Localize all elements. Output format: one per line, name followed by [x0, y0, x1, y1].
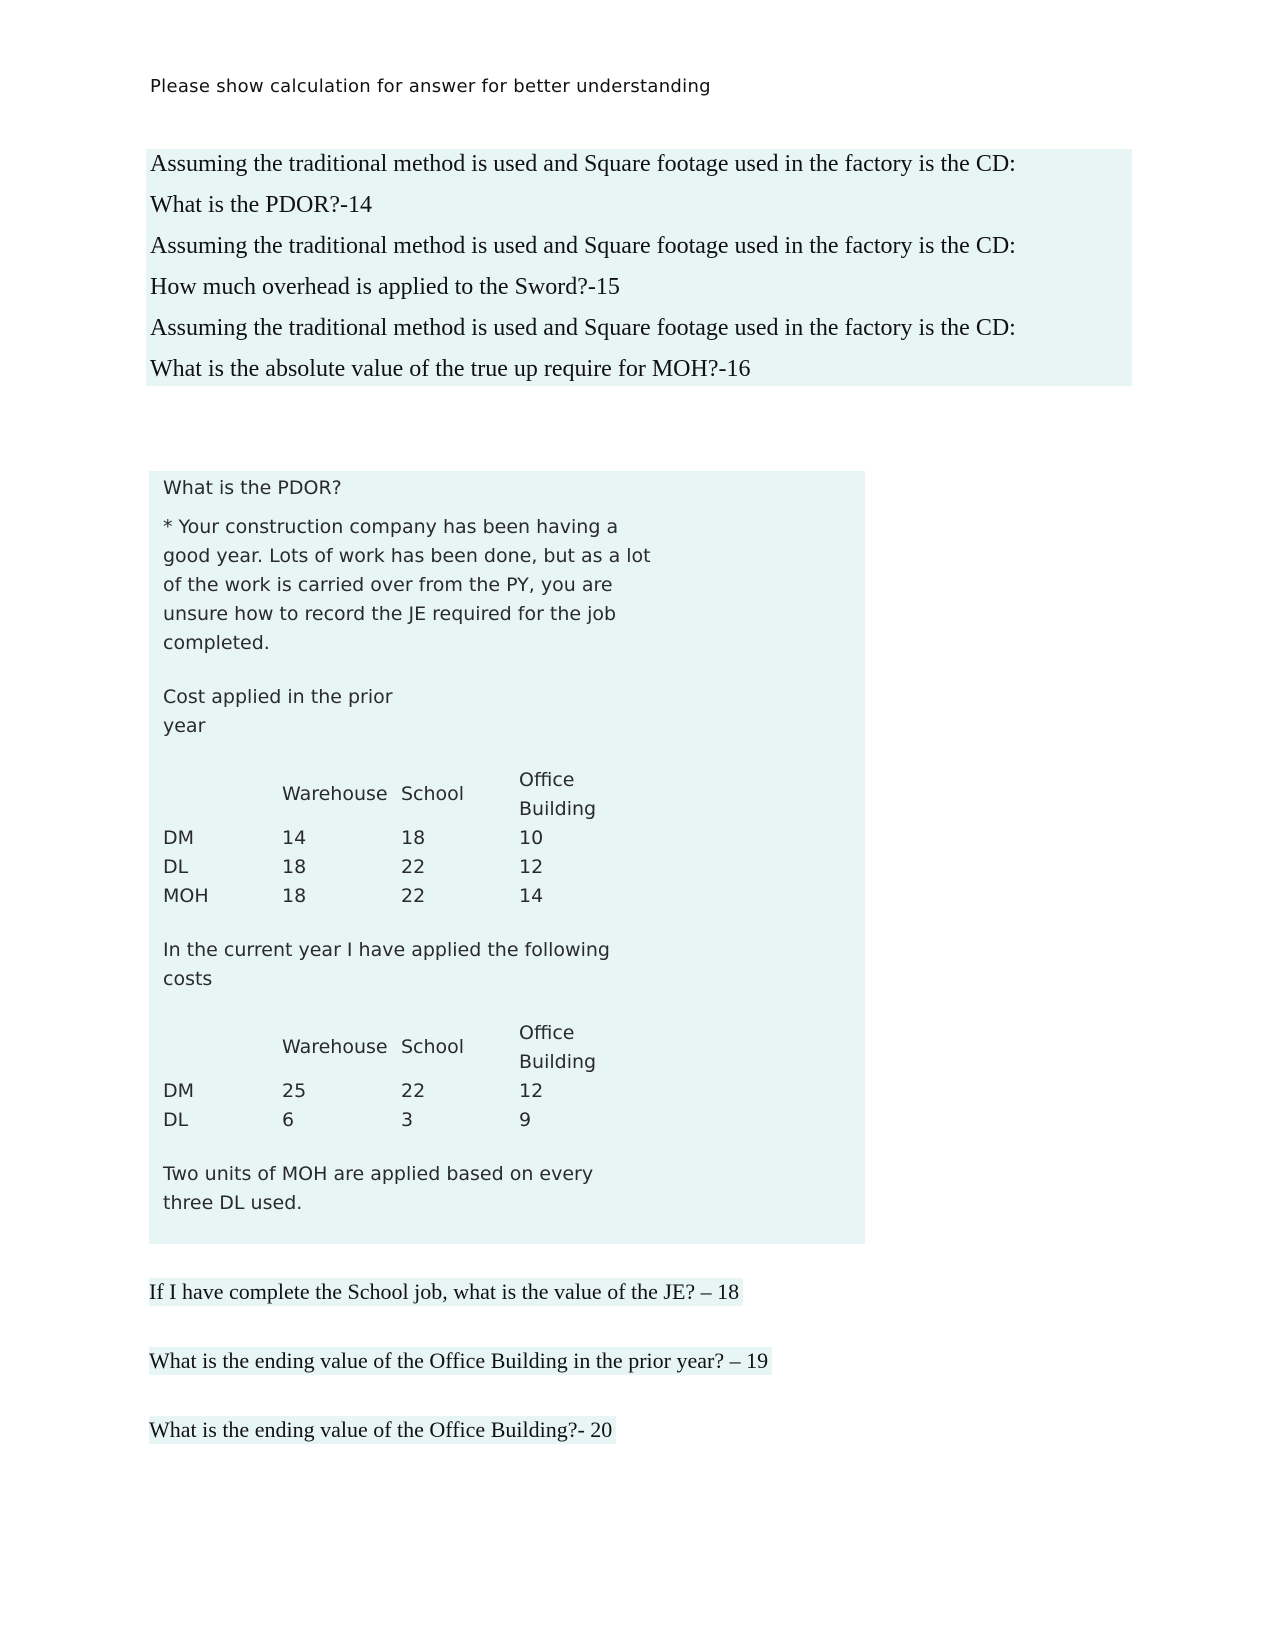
column-header: Warehouse [282, 1036, 388, 1058]
table-cell: 22 [401, 1080, 426, 1102]
question-line: What is the absolute value of the true up require for MOH?-16 [150, 356, 751, 382]
prior-year-label: year [163, 715, 206, 737]
table-cell: 12 [519, 856, 544, 878]
row-label: DL [163, 1109, 189, 1131]
column-header: Building [519, 1051, 597, 1073]
question-block [146, 149, 1132, 386]
row-label: DL [163, 856, 189, 878]
column-header: School [401, 1036, 465, 1058]
table-cell: 12 [519, 1080, 544, 1102]
scenario-line: * Your construction company has been having a [163, 516, 619, 538]
question-line: What is the PDOR?-14 [150, 192, 372, 218]
scenario-line: good year. Lots of work has been done, but as a lot [163, 545, 651, 567]
table-cell: 25 [282, 1080, 307, 1102]
row-label: DM [163, 827, 195, 849]
row-label: MOH [163, 885, 209, 907]
column-header: Office [519, 769, 575, 791]
question-line: Assuming the traditional method is used and Square footage used in the factory is the CD: [150, 315, 1016, 341]
table-cell: 14 [282, 827, 307, 849]
panel-title: What is the PDOR? [163, 477, 342, 499]
followup-question: What is the ending value of the Office Building?- 20 [149, 1416, 616, 1444]
scenario-line: of the work is carried over from the PY, you are [163, 574, 613, 596]
followup-question: If I have complete the School job, what is the value of the JE? – 18 [149, 1278, 743, 1306]
table-cell: 3 [401, 1109, 414, 1131]
column-header: Building [519, 798, 597, 820]
scenario-line: completed. [163, 632, 270, 654]
table-cell: 22 [401, 885, 426, 907]
column-header: School [401, 783, 465, 805]
table-cell: 18 [282, 885, 307, 907]
table-cell: 10 [519, 827, 544, 849]
moh-note: three DL used. [163, 1192, 303, 1214]
prior-year-label: Cost applied in the prior [163, 686, 393, 708]
followup-question: What is the ending value of the Office Building in the prior year? – 19 [149, 1347, 772, 1375]
moh-note: Two units of MOH are applied based on every [163, 1163, 594, 1185]
table-cell: 18 [282, 856, 307, 878]
current-year-label: In the current year I have applied the following [163, 939, 610, 961]
problem-panel [149, 471, 865, 1244]
current-year-label: costs [163, 968, 213, 990]
table-cell: 18 [401, 827, 426, 849]
question-line: Assuming the traditional method is used and Square footage used in the factory is the CD: [150, 151, 1016, 177]
column-header: Warehouse [282, 783, 388, 805]
intro-text: Please show calculation for answer for better understanding [150, 76, 711, 97]
question-line: How much overhead is applied to the Sword?-15 [150, 274, 620, 300]
question-line: Assuming the traditional method is used and Square footage used in the factory is the CD: [150, 233, 1016, 259]
column-header: Office [519, 1022, 575, 1044]
row-label: DM [163, 1080, 195, 1102]
table-cell: 14 [519, 885, 544, 907]
table-cell: 22 [401, 856, 426, 878]
table-cell: 6 [282, 1109, 295, 1131]
table-cell: 9 [519, 1109, 532, 1131]
scenario-line: unsure how to record the JE required for the job [163, 603, 617, 625]
